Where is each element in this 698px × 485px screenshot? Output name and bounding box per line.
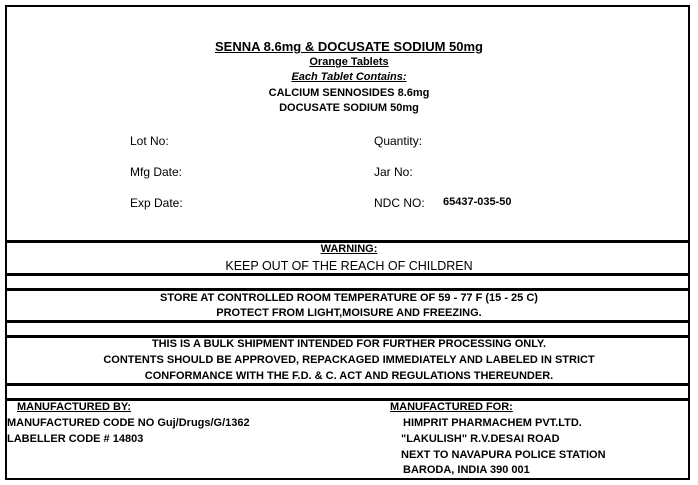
divider bbox=[5, 383, 690, 386]
jar-no-label: Jar No: bbox=[374, 165, 413, 179]
storage-line-2: PROTECT FROM LIGHT,MOISURE AND FREEZING. bbox=[216, 307, 482, 319]
bulk-line-3: CONFORMANCE WITH THE F.D. & C. ACT AND REGULATIONS THEREUNDER. bbox=[144, 370, 554, 382]
lot-no-label: Lot No: bbox=[130, 134, 169, 148]
labeller-code: LABELLER CODE # 14803 bbox=[7, 433, 144, 445]
ingredient-senna: CALCIUM SENNOSIDES 8.6mg bbox=[268, 87, 430, 99]
company-address-1: "LAKULISH" R.V.DESAI ROAD bbox=[401, 433, 560, 445]
bulk-line-2: CONTENTS SHOULD BE APPROVED, REPACKAGED IMMEDIATELY AND LABELED IN STRICT bbox=[103, 354, 595, 366]
company-address-3: BARODA, INDIA 390 001 bbox=[403, 464, 530, 476]
ingredient-docusate: DOCUSATE SODIUM 50mg bbox=[279, 102, 419, 114]
warning-heading: WARNING: bbox=[320, 243, 378, 255]
manufactured-by-heading: MANUFACTURED BY: bbox=[17, 401, 132, 413]
company-name: HIMPRIT PHARMACHEM PVT.LTD. bbox=[403, 417, 582, 429]
exp-date-label: Exp Date: bbox=[130, 196, 183, 210]
bulk-line-1: THIS IS A BULK SHIPMENT INTENDED FOR FURTHER PROCESSING ONLY. bbox=[151, 338, 547, 350]
company-address-2: NEXT TO NAVAPURA POLICE STATION bbox=[401, 449, 606, 461]
product-title: SENNA 8.6mg & DOCUSATE SODIUM 50mg bbox=[215, 39, 483, 54]
mfg-date-label: Mfg Date: bbox=[130, 165, 183, 179]
divider bbox=[5, 273, 690, 276]
warning-text: KEEP OUT OF THE REACH OF CHILDREN bbox=[225, 259, 473, 273]
manufactured-for-heading: MANUFACTURED FOR: bbox=[390, 401, 513, 413]
divider bbox=[5, 320, 690, 323]
quantity-label: Quantity: bbox=[374, 134, 423, 148]
storage-line-1: STORE AT CONTROLLED ROOM TEMPERATURE OF 59 - 77 F (15 - 25 C) bbox=[160, 292, 538, 304]
ndc-value: 65437-035-50 bbox=[443, 196, 512, 208]
ndc-label: NDC NO: bbox=[374, 196, 425, 210]
manufactured-code: MANUFACTURED CODE NO Guj/Drugs/G/1362 bbox=[7, 417, 250, 429]
tablet-form: Orange Tablets bbox=[309, 56, 389, 68]
contains-heading: Each Tablet Contains: bbox=[291, 71, 407, 83]
divider bbox=[5, 288, 690, 291]
